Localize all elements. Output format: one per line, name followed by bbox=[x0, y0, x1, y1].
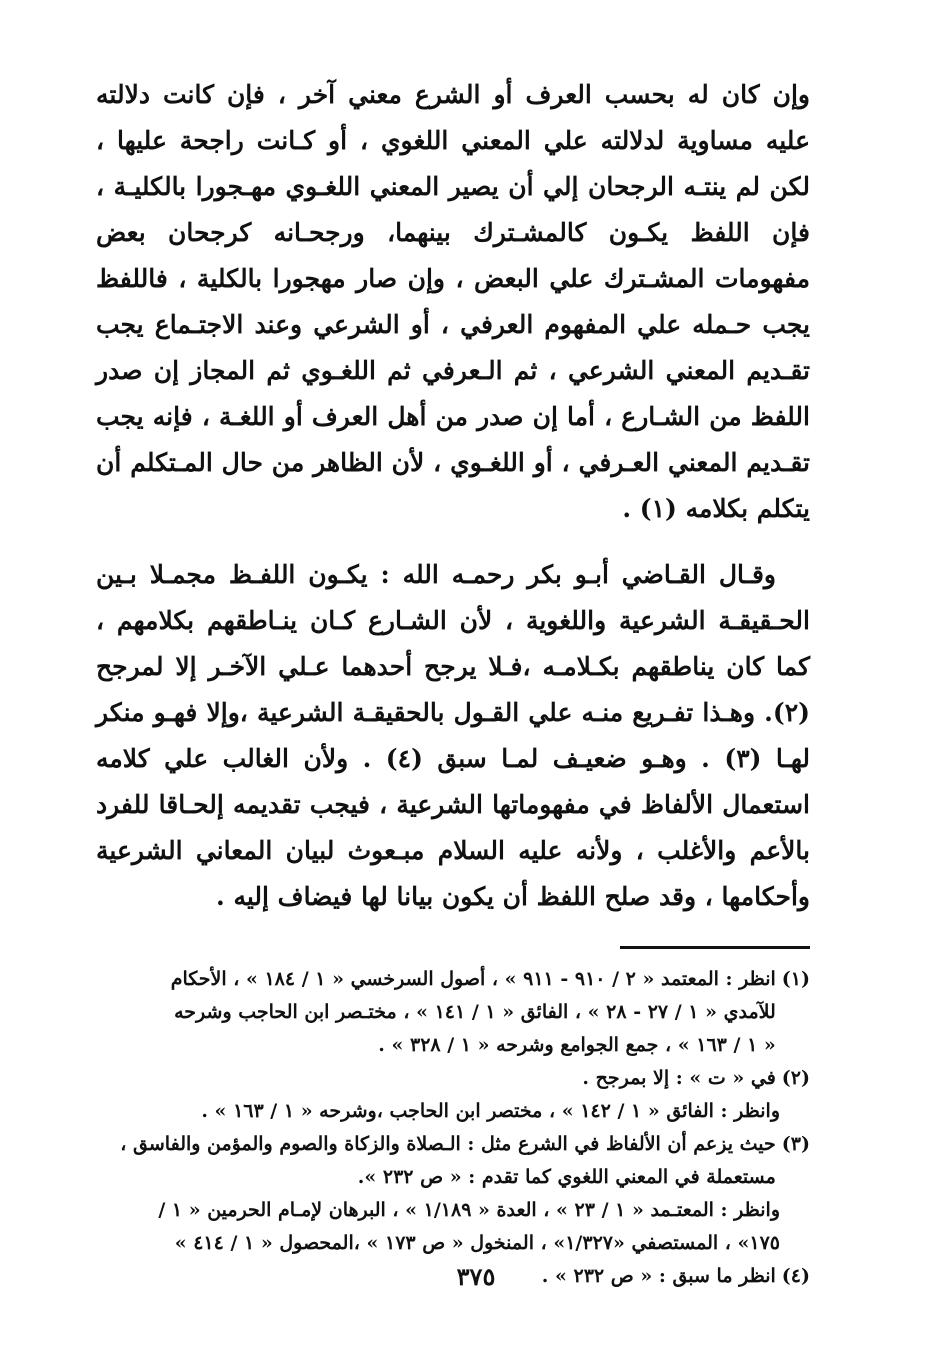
footnote-2-reference bbox=[96, 1095, 810, 1128]
text-line: إلي أن يصير المعني اللغـوي مهـجورا بالكليـة ، فإن اللفظ يكـون كالمشـترك bbox=[96, 172, 810, 247]
text-line: وإن كان له بحسب العرف أو الشرع معني آخر ، فإن كانت دلالته عليه مساوية bbox=[96, 80, 810, 155]
main-text bbox=[96, 72, 810, 920]
footnote-line: وانظر : الفائق « ١ / ١٤٢ » ، مختصر ابن الحاجب ،وشرحه « ١ / ١٦٣ » . bbox=[201, 1100, 780, 1122]
footnote-2 bbox=[96, 1062, 810, 1095]
text-line: تقـديم المعني العـرفي ، أو اللغـوي ، لأن الظاهر من حال المـتكلم أن يتكلم bbox=[96, 448, 810, 523]
footnote-number: (١) bbox=[781, 968, 810, 990]
text-line: المعاني الشرعية وأحكامها ، وقد صلح اللفظ أن يكون بيانا لها فيضاف إليه . bbox=[96, 836, 810, 911]
paragraph-1 bbox=[96, 72, 810, 532]
footnote-line: وانظر : المعتـمد « ١ / ٢٣ » ، العدة « ١/١٨٩ » ، البرهان لإمـام الحرمين « ١ / bbox=[158, 1199, 780, 1221]
footnote-line: انظر ما سبق : « ص ٢٣٢ » . bbox=[541, 1265, 776, 1287]
footnotes bbox=[96, 963, 810, 1293]
text-line: الاجتـماع يجب تقـديم المعني الشرعي ، ثم الـعرفي ثم اللغـوي ثم المجاز إن bbox=[96, 310, 810, 385]
footnote-number: (٢) bbox=[781, 1067, 810, 1089]
footnote-line: للآمدي « ١ / ٢٧ - ٢٨ » ، الفائق « ١ / ١٤١ » ، مختـصر ابن الحاجب وشرحه bbox=[174, 1001, 776, 1023]
text-line: وقـال القـاضي أبـو بكر رحمـه الله : يكـون اللفـظ مجمـلا بـين الحـقيقـة bbox=[96, 560, 810, 635]
footnote-line: انظر : المعتمد « ٢ / ٩١٠ - ٩١١ » ، أصول السرخسي « ١ / ١٨٤ » ، الأحكام bbox=[170, 968, 776, 990]
footnote-line: ١٧٥» ، المستصفي «١/٣٢٧» ، المنخول « ص ١٧٣ » ،المحصول « ١ / ٤١٤ » bbox=[174, 1232, 780, 1254]
text-line: بينهما، ورجحـانه كرجحان بعض مفهومات المشـترك علي البعض ، وإن صار bbox=[96, 218, 810, 293]
text-line: الشرعية واللغوية ، لأن الشـارع كـان ينـاطقهم بكلامهم ، كما كان يناطقهم bbox=[96, 606, 810, 681]
footnote-1 bbox=[96, 963, 810, 1062]
footnote-line: في « ت » : إلا بمرجح . bbox=[582, 1067, 776, 1089]
text-line: علي القـول بالحقيقـة الشرعية ،وإلا فهـو منكر لهـا (٣) . وهـو ضعيـف لمـا bbox=[96, 698, 811, 773]
text-line: صدر اللفظ من الشـارع ، أما إن صدر من أهل العرف أو اللغـة ، فإنه يجب bbox=[96, 356, 810, 431]
text-line: مهجورا بالكلية ، فاللفظ يجب حـمله علي المفهوم العرفي ، أو الشرعي وعند bbox=[96, 264, 810, 339]
footnote-3 bbox=[96, 1128, 810, 1194]
footnote-number: (٤) bbox=[781, 1265, 810, 1287]
text-line: لدلالته علي المعني اللغوي ، أو كـانت راجحة عليها ، لكن لم ينتـه الرجحان bbox=[96, 126, 810, 201]
footnote-number: (٣) bbox=[781, 1133, 810, 1155]
paragraph-2 bbox=[96, 552, 810, 920]
footnote-3-reference bbox=[96, 1194, 810, 1260]
text-line: سبق (٤) . ولأن الغالب علي كلامه استعمال الألفاظ في مفهوماتها الشرعية ، bbox=[96, 744, 810, 819]
text-line: فيجب تقديمه إلحـاقا للفرد بالأعم والأغلب ، ولأنه عليه السلام مبـعوث لبيان bbox=[96, 790, 810, 865]
footnote-line: « ١ / ١٦٣ » ، جمع الجوامع وشرحه « ١ / ٣٢٨ » . bbox=[378, 1034, 776, 1056]
page-number: ٣٧٥ bbox=[456, 1262, 496, 1291]
text-line: بكـلامـه ،فـلا يرجح أحدهما عـلي الآخـر إلا لمرجح (٢). وهـذا تفـريع منـه bbox=[96, 652, 810, 727]
text-line: بكلامه (١) . bbox=[622, 494, 749, 523]
footnote-separator bbox=[620, 946, 810, 949]
footnote-line: مستعملة في المعني اللغوي كما تقدم : « ص ٢٣٢ ». bbox=[357, 1166, 776, 1188]
footnote-line: حيث يزعم أن الألفاظ في الشرع مثل : الـصلاة والزكاة والصوم والمؤمن والفاسق ، bbox=[120, 1133, 776, 1155]
